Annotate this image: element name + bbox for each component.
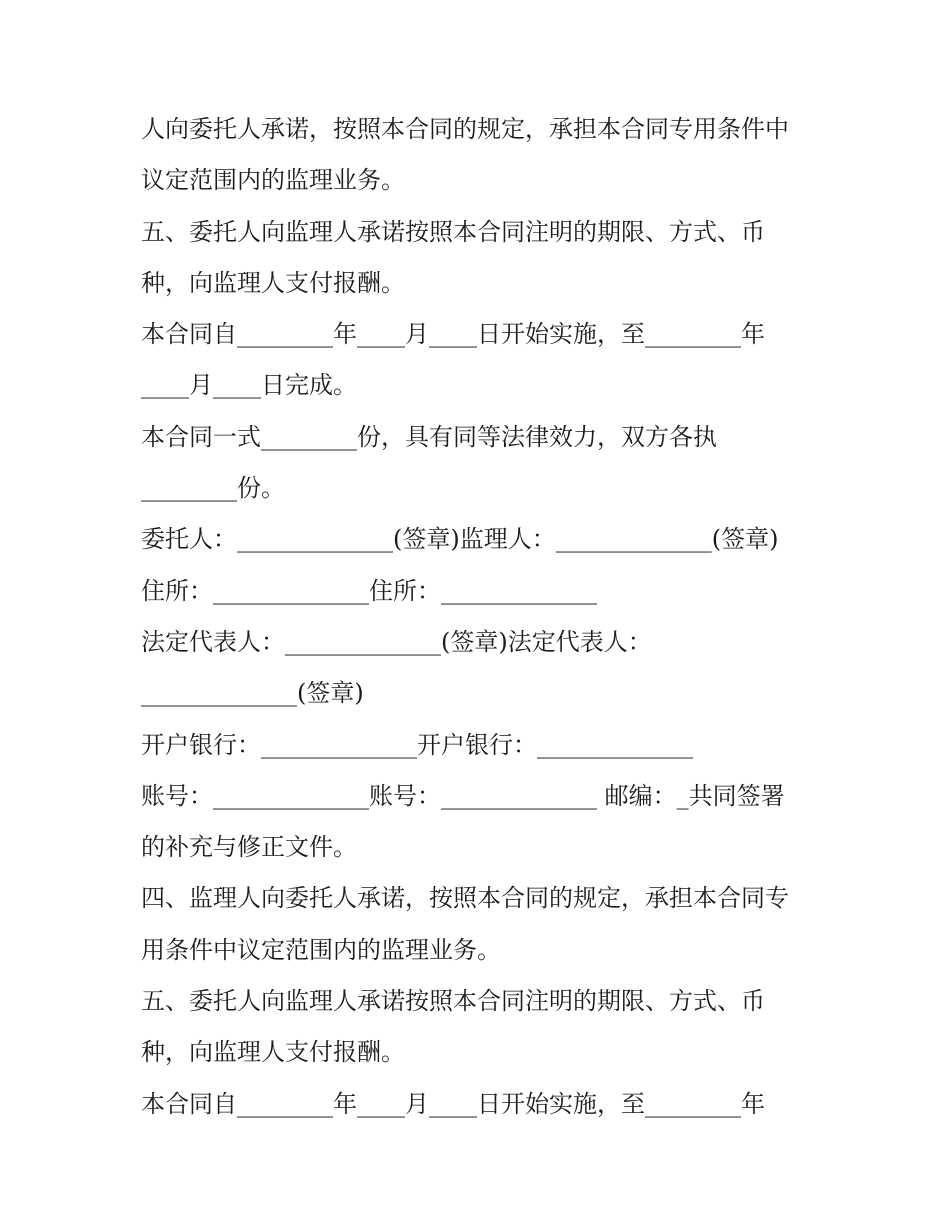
text-line: 开户银行：_____________开户银行：_____________ [141, 730, 693, 759]
text-line: 住所：_____________住所：_____________ [141, 576, 597, 605]
text-line: 种，向监理人支付报酬。 [141, 1038, 405, 1067]
text-line: 五、委托人向监理人承诺按照本合同注明的期限、方式、币 [141, 987, 765, 1016]
text-line: 本合同一式________份，具有同等法律效力，双方各执 [141, 422, 717, 451]
text-line: 人向委托人承诺，按照本合同的规定，承担本合同专用条件中 [141, 115, 789, 143]
text-line: 本合同自________年____月____日开始实施，至________年 [141, 320, 765, 349]
text-line: 账号：_____________账号：_____________ 邮编：_共同签署 [141, 781, 785, 810]
text-line: 种，向监理人支付报酬。 [141, 268, 405, 297]
text-line: 议定范围内的监理业务。 [141, 166, 405, 195]
text-line: ____月____日完成。 [141, 371, 357, 400]
text-line: 用条件中议定范围内的监理业务。 [141, 935, 501, 964]
text-line: ________份。 [141, 474, 285, 503]
text-line: 四、监理人向委托人承诺，按照本合同的规定，承担本合同专 [141, 884, 789, 913]
document-page [141, 104, 831, 1130]
text-line: 本合同自________年____月____日开始实施，至________年 [141, 1089, 765, 1118]
text-line: 法定代表人：_____________(签章)法定代表人： [141, 627, 652, 656]
text-line: 的补充与修正文件。 [141, 833, 357, 862]
text-line: _____________(签章) [141, 679, 364, 708]
text-line: 五、委托人向监理人承诺按照本合同注明的期限、方式、币 [141, 217, 765, 246]
text-line: 委托人：_____________(签章)监理人：_____________(签章) [141, 525, 779, 554]
